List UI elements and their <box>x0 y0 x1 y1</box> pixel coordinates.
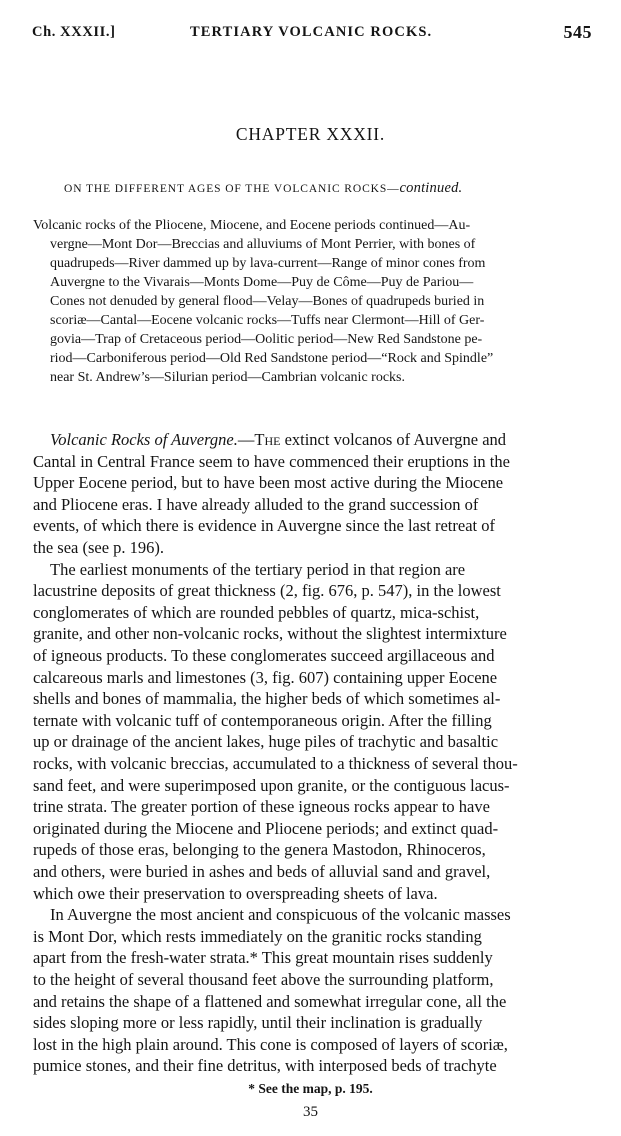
body-line: Upper Eocene period, but to have been most active during the Miocene <box>33 473 504 493</box>
synopsis-line: riod—Carboniferous period—Old Red Sandstone period—“Rock and Spindle” <box>50 351 494 366</box>
body-line: shells and bones of mammalia, the higher beds of which sometimes al- <box>33 689 501 709</box>
body-line: and others, were buried in ashes and beds of alluvial sand and gravel, <box>33 862 491 881</box>
section-lead-title: Volcanic Rocks of Auvergne. <box>50 430 238 449</box>
body-line: granite, and other non-volcanic rocks, without the slightest intermixture <box>33 624 507 644</box>
synopsis-line: Volcanic rocks of the Pliocene, Miocene, and Eocene periods continued—Au- <box>33 218 471 233</box>
body-line: The earliest monuments of the tertiary period in that region are <box>50 559 466 579</box>
body-line: originated during the Miocene and Pliocene periods; and extinct quad- <box>33 818 499 838</box>
body-line: sand feet, and were superimposed upon granite, or the contiguous lacus- <box>33 775 510 795</box>
body-line: pumice stones, and their fine detritus, with interposed beds of trachyte <box>33 1056 497 1076</box>
footnote: * See the map, p. 195. <box>248 1081 373 1096</box>
synopsis-line: vergne—Mont Dor—Breccias and alluviums of Mont Perrier, with bones of <box>50 237 476 252</box>
body-line: which owe their preservation to overspreading sheets of lava. <box>33 883 438 903</box>
body-line: to the height of several thousand feet above the surrounding platform, <box>33 970 494 989</box>
body-line: events, of which there is evidence in Auvergne since the last retreat of <box>33 516 495 536</box>
running-head-chapter: Ch. XXXII.] <box>32 24 116 40</box>
section-lead-dash: — <box>237 430 255 449</box>
body-line: sides sloping more or less rapidly, until their inclination is gradually <box>33 1013 483 1033</box>
body-line: conglomerates of which are rounded pebbles of quartz, mica-schist, <box>33 602 480 622</box>
chapter-heading: CHAPTER XXXII. <box>235 124 386 144</box>
body-line: and Pliocene eras. I have already alluded to the grand succession of <box>33 494 479 514</box>
body-line-first <box>50 430 506 450</box>
running-head <box>32 22 592 44</box>
body-line: calcareous marls and limestones (3, fig. 607) containing upper Eocene <box>33 667 498 687</box>
body-line: and retains the shape of a flattened and somewhat irregular cone, all the <box>33 991 507 1011</box>
running-head-title: TERTIARY VOLCANIC ROCKS. <box>190 24 433 40</box>
body-line: rocks, with volcanic breccias, accumulated to a thickness of several thou- <box>33 754 518 773</box>
body-line: lost in the high plain around. This cone is composed of layers of scoriæ, <box>33 1034 508 1054</box>
body-line-text: extinct volcanos of Auvergne and <box>280 430 507 449</box>
synopsis-line: Auvergne to the Vivarais—Monts Dome—Puy de Côme—Puy de Pariou— <box>50 275 474 290</box>
body-line: the sea (see p. 196). <box>33 538 165 557</box>
signature-mark: 35 <box>303 1104 318 1120</box>
body-line: is Mont Dor, which rests immediately on the granitic rocks standing <box>33 926 482 946</box>
body-line: trine strata. The greater portion of these igneous rocks appear to have <box>33 797 490 817</box>
section-lead-smallcaps: The <box>254 430 281 449</box>
page-number: 545 <box>563 22 592 42</box>
chapter-subheading-text: ON THE DIFFERENT AGES OF THE VOLCANIC ROCKS— <box>64 183 400 195</box>
body-line: lacustrine deposits of great thickness (2, fig. 676, p. 547), in the lowest <box>33 581 501 601</box>
body-line: ternate with volcanic tuff of contemporaneous origin. After the filling <box>33 710 492 730</box>
body-line: of igneous products. To these conglomerates succeed argillaceous and <box>33 646 495 665</box>
body-line: up or drainage of the ancient lakes, huge piles of trachytic and basaltic <box>33 732 499 752</box>
body-line: Cantal in Central France seem to have commenced their eruptions in the <box>33 451 510 471</box>
synopsis-line: scoriæ—Cantal—Eocene volcanic rocks—Tuffs near Clermont—Hill of Ger- <box>50 313 485 328</box>
synopsis-line: near St. Andrew’s—Silurian period—Cambrian volcanic rocks. <box>50 370 405 385</box>
chapter-subheading <box>64 180 564 197</box>
synopsis-line: quadrupeds—River dammed up by lava-current—Range of minor cones from <box>50 256 486 271</box>
body-line: In Auvergne the most ancient and conspicuous of the volcanic masses <box>50 905 511 925</box>
synopsis-line: govia—Trap of Cretaceous period—Oolitic period—New Red Sandstone pe- <box>50 332 483 347</box>
chapter-subheading-continued: continued. <box>399 180 463 196</box>
body-line: rupeds of those eras, belonging to the genera Mastodon, Rhinoceros, <box>33 840 486 860</box>
body-line: apart from the fresh-water strata.* This great mountain rises suddenly <box>33 948 493 968</box>
synopsis-line: Cones not denuded by general flood—Velay—Bones of quadrupeds buried in <box>50 294 485 309</box>
